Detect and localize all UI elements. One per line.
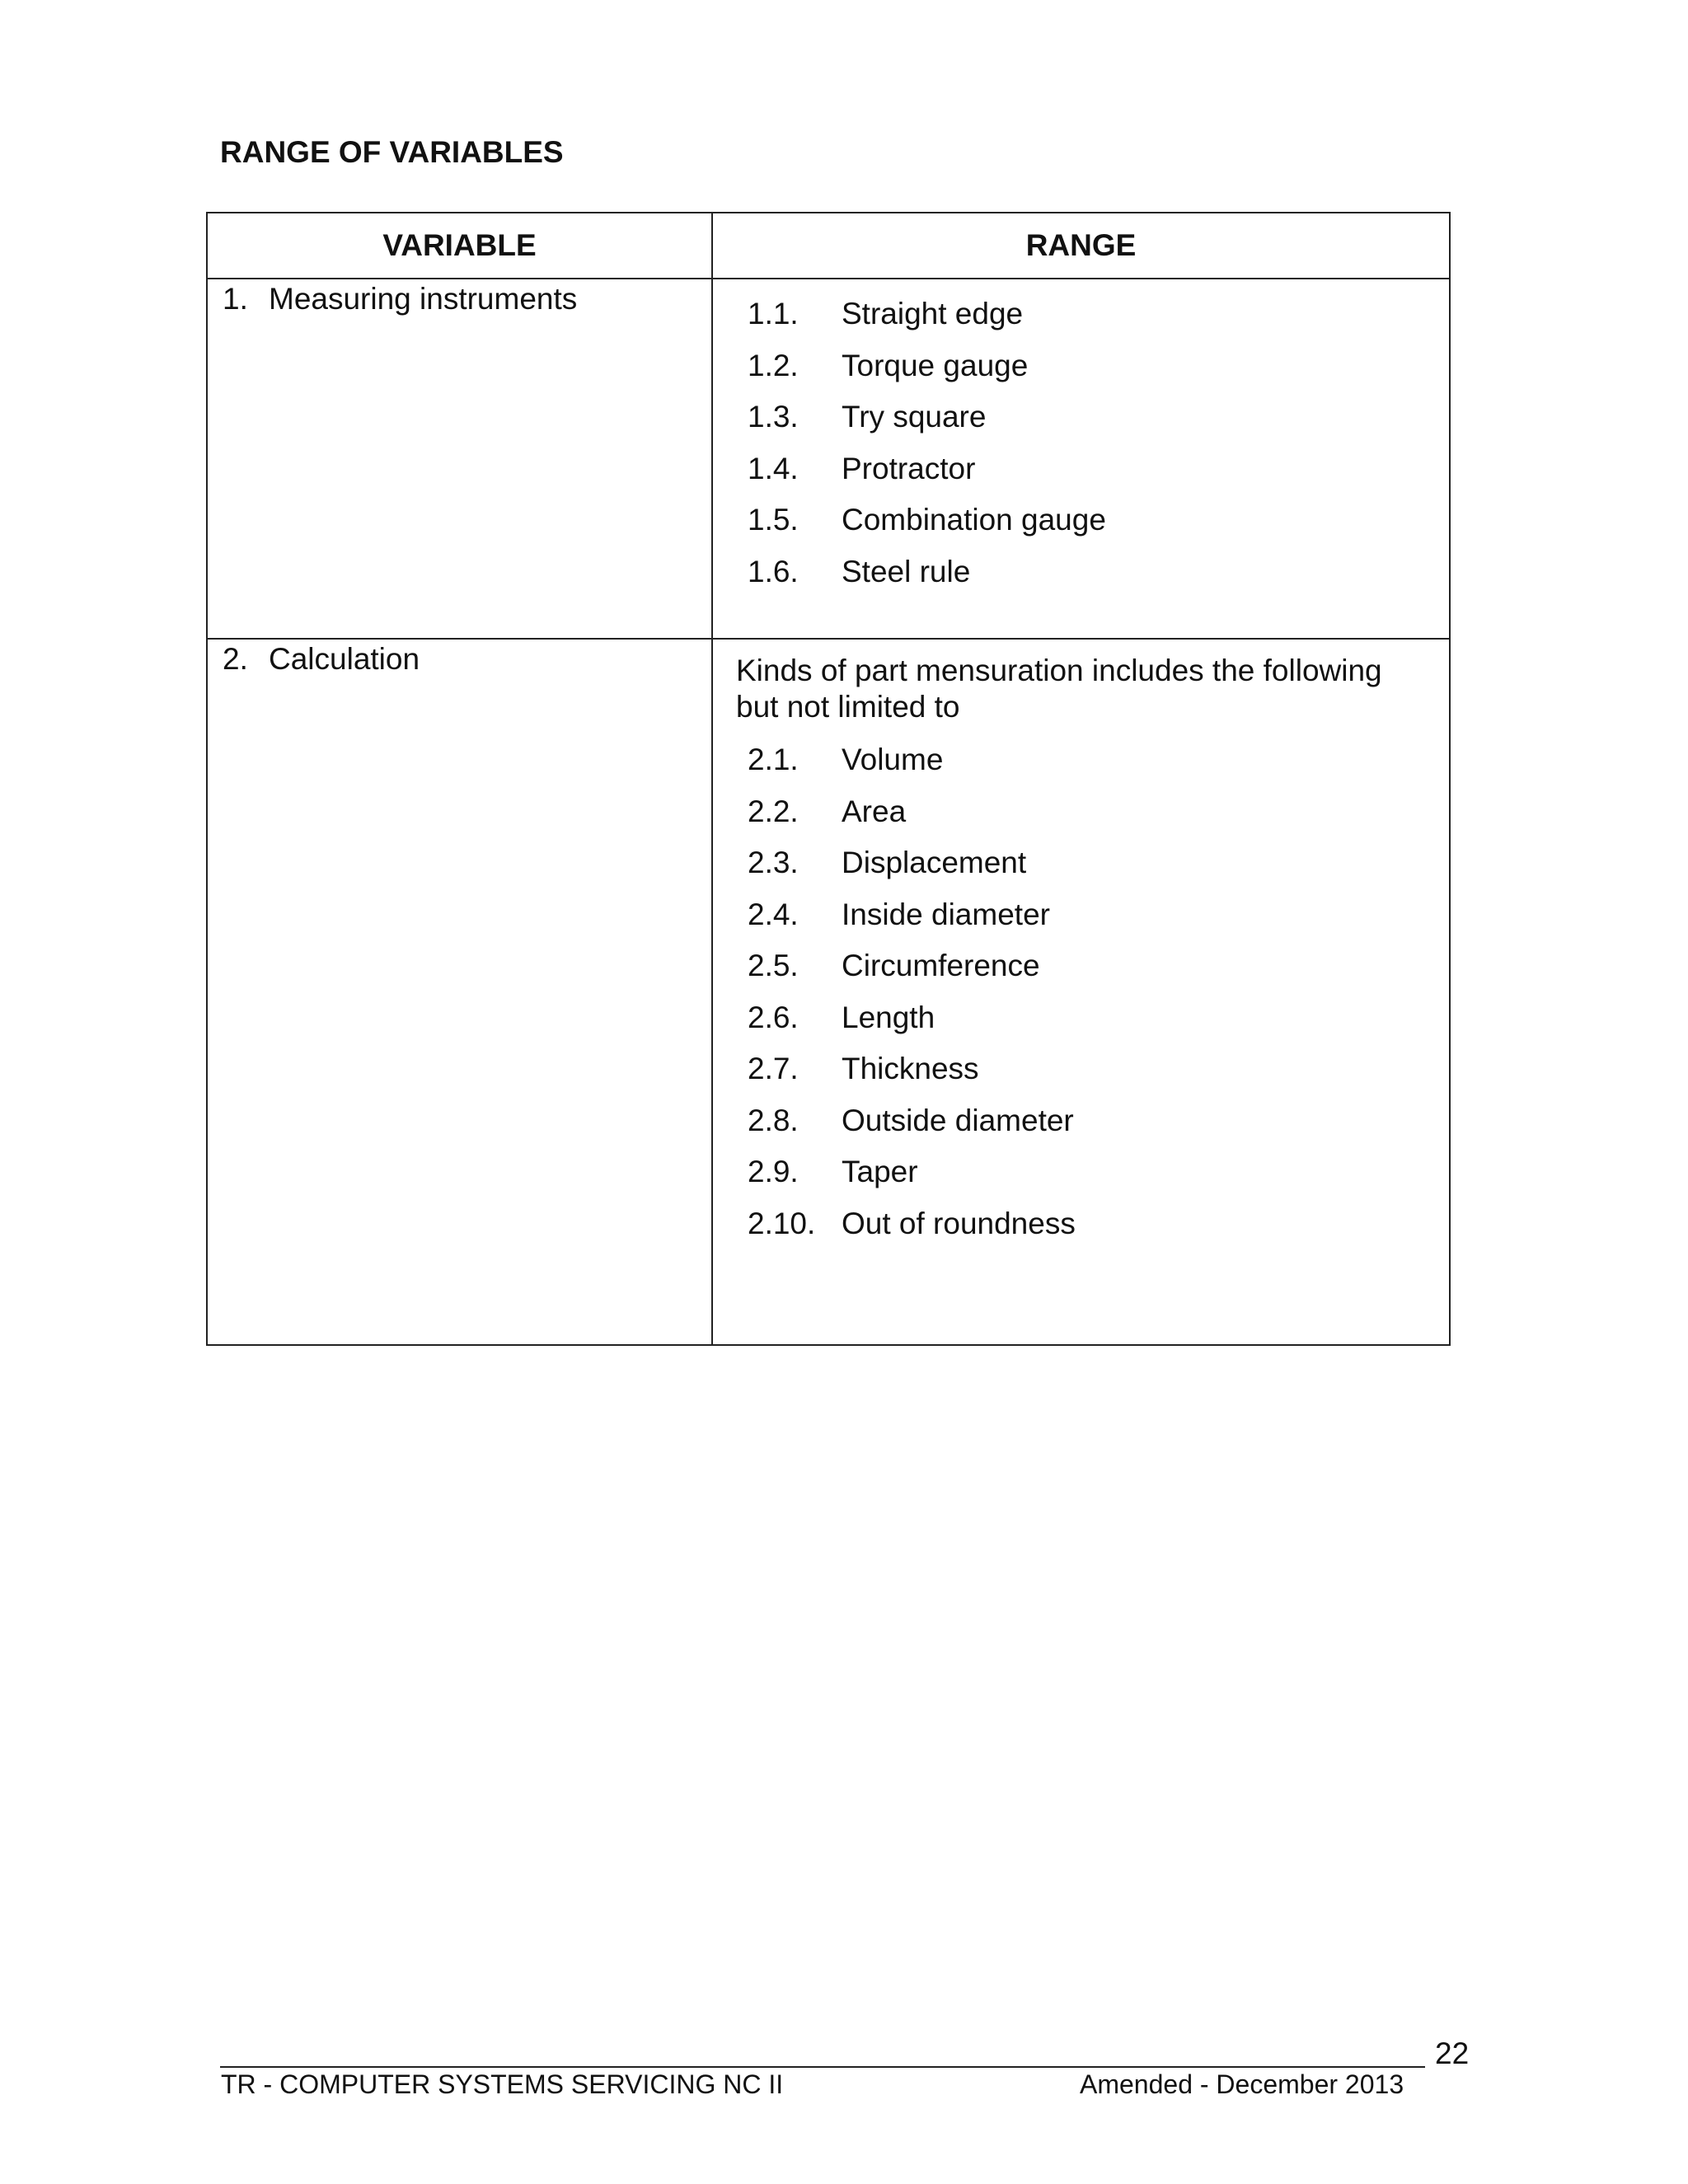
range-item-text: Taper: [842, 1155, 918, 1189]
range-item: [736, 546, 1449, 598]
page-number: 22: [1435, 2036, 1470, 2070]
range-intro-text: Kinds of part mensuration includes the following but not limited to: [736, 654, 1382, 724]
range-item-number: 2.1.: [748, 743, 799, 777]
range-item: [736, 786, 1449, 838]
range-item: [736, 443, 1449, 495]
range-item: [736, 940, 1449, 992]
range-item-text: Combination gauge: [842, 503, 1106, 537]
variable-label: Calculation: [269, 642, 420, 676]
range-item-number: 2.5.: [748, 949, 799, 983]
range-item-text: Displacement: [842, 846, 1027, 880]
range-item-text: Torque gauge: [842, 348, 1029, 382]
variable-cell: [207, 639, 712, 1345]
variable-label: Measuring instruments: [269, 282, 578, 316]
variable-number: 2.: [223, 642, 248, 676]
variable-number: 1.: [223, 282, 248, 316]
range-item-number: 1.4.: [748, 451, 799, 485]
range-item-text: Try square: [842, 400, 987, 434]
range-list: [736, 725, 1449, 1249]
range-item-number: 2.2.: [748, 794, 799, 828]
range-item-text: Inside diameter: [842, 897, 1050, 931]
table-header-row: [207, 213, 1450, 279]
range-item-text: Circumference: [842, 949, 1040, 983]
range-cell: [712, 279, 1450, 639]
range-item-text: Outside diameter: [842, 1103, 1074, 1137]
range-item-number: 1.2.: [748, 348, 799, 382]
range-item: [736, 889, 1449, 941]
range-list: [736, 279, 1449, 598]
range-item: [736, 837, 1449, 889]
range-item-number: 1.3.: [748, 400, 799, 434]
range-item: [736, 494, 1449, 546]
range-item-number: 2.9.: [748, 1155, 799, 1189]
range-item-number: 2.4.: [748, 897, 799, 931]
range-item-number: 2.3.: [748, 846, 799, 880]
range-item-text: Thickness: [842, 1052, 979, 1086]
range-item-text: Volume: [842, 743, 944, 777]
range-item: [736, 391, 1449, 443]
range-item-number: 2.7.: [748, 1052, 799, 1086]
footer-divider: [220, 2066, 1425, 2068]
header-variable: VARIABLE: [207, 213, 712, 279]
range-item: [736, 340, 1449, 392]
table-row: [207, 279, 1450, 639]
range-item: [736, 1095, 1449, 1147]
range-item: [736, 992, 1449, 1044]
range-of-variables-table: [206, 212, 1451, 1346]
range-item: [736, 1043, 1449, 1095]
range-item-number: 1.1.: [748, 297, 799, 331]
variable-cell: [207, 279, 712, 639]
range-item-text: Protractor: [842, 451, 976, 485]
table-row: [207, 639, 1450, 1345]
range-item-number: 1.5.: [748, 503, 799, 537]
range-item: [736, 1198, 1449, 1250]
range-item-text: Out of roundness: [842, 1206, 1076, 1240]
range-item: [736, 734, 1449, 786]
page-heading: RANGE OF VARIABLES: [220, 135, 564, 169]
range-item: [736, 288, 1449, 340]
range-item-number: 2.6.: [748, 1000, 799, 1034]
range-item-number: 2.8.: [748, 1103, 799, 1137]
range-item-text: Straight edge: [842, 297, 1024, 331]
range-item-text: Length: [842, 1000, 935, 1034]
footer-amended-date: Amended - December 2013: [1080, 2069, 1404, 2099]
range-item-number: 1.6.: [748, 554, 799, 588]
range-cell: [712, 639, 1450, 1345]
range-item: [736, 1146, 1449, 1198]
range-item-text: Steel rule: [842, 554, 971, 588]
footer-document-title: TR - COMPUTER SYSTEMS SERVICING NC II: [221, 2069, 784, 2099]
header-range: RANGE: [712, 213, 1450, 279]
range-item-text: Area: [842, 794, 907, 828]
range-item-number: 2.10.: [748, 1206, 816, 1240]
